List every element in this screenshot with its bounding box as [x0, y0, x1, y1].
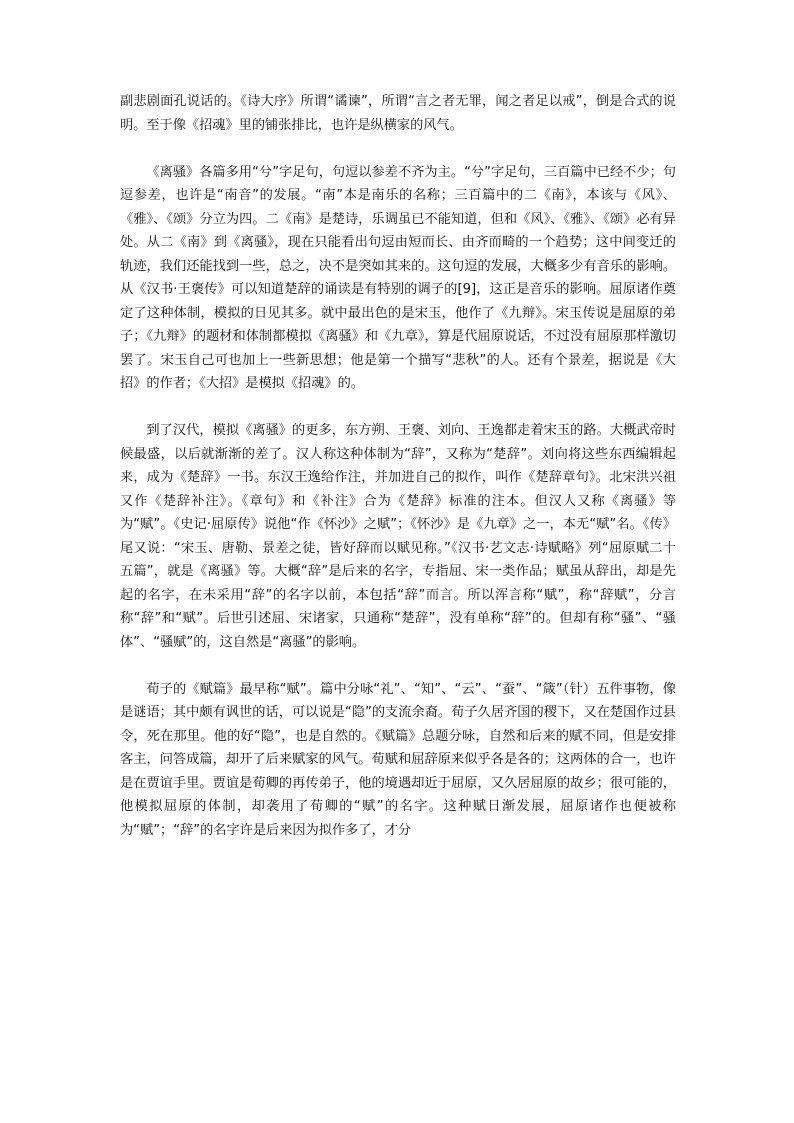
paragraph-4: 荀子的《赋篇》最早称“赋”。篇中分咏“礼”、“知”、“云”、“蚕”、“箴”（针）五件事物，像是谜语；其中颇有讽世的话，可以说是“隐”的支流余裔。荀子久居齐国的稷下，又在楚国作过县令，死在那里。他的好“隐”，也是自然的。《赋篇》总题分咏，自然和后来的赋不同，但是安排客主，问答成篇，却开了后来赋家的风气。荀赋和屈辞原来似乎各是各的；这两体的合一，也许是在贾谊手里。贾谊是荀卿的再传弟子，他的境遇却近于屈原，又久居屈原的故乡；很可能的，他模拟屈原的体制，却袭用了荀卿的“赋”的名字。这种赋日渐发展，屈原诸作也便被称为“赋”；“辞”的名字许是后来因为拟作多了，才分 [120, 681, 676, 838]
paragraph-1: 副悲剧面孔说话的。《诗大序》所谓“谲谏”，所谓“言之者无罪，闻之者足以戒”，倒是合式的说明。至于像《招魂》里的铺张排比，也许是纵横家的风气。 [120, 94, 676, 133]
paragraph-3: 到了汉代，模拟《离骚》的更多，东方朔、王褒、刘向、王逸都走着宋玉的路。大概武帝时候最盛，以后就渐渐的差了。汉人称这种体制为“辞”，又称为“楚辞”。刘向将这些东西编辑起来，成为《楚辞》一书。东汉王逸给作注，并加进自己的拟作，叫作《楚辞章句》。北宋洪兴祖又作《楚辞补注》。《章句》和《补注》合为《楚辞》标准的注本。但汉人又称《离骚》等为“赋”。《史记·屈原传》说他“作《怀沙》之赋”；《怀沙》是《九章》之一，本无“赋”名。《传》尾又说：“宋玉、唐勒、景差之徒，皆好辞而以赋见称。”《汉书·艺文志·诗赋略》列“屈原赋二十五篇”，就是《离骚》等。大概“辞”是后来的名字，专指屈、宋一类作品；赋虽从辞出，却是先起的名字，在未采用“辞”的名字以前，本包括“辞”而言。所以浑言称“赋”，称“辞赋”，分言称“辞”和“赋”。后世引述屈、宋诸家，只通称“楚辞”，没有单称“辞”的。但却有称“骚”、“骚体”、“骚赋”的，这自然是“离骚”的影响。 [120, 423, 676, 650]
paragraph-2: 《离骚》各篇多用“兮”字足句，句逗以参差不齐为主。“兮”字足句，三百篇中已经不少；句逗参差，也许是“南音”的发展。“南”本是南乐的名称；三百篇中的二《南》，本该与《风》、《雅》、《颂》分立为四。二《南》是楚诗，乐调虽已不能知道，但和《风》、《雅》、《颂》必有异处。从二《南》到《离骚》，现在只能看出句逗由短而长、由齐而畸的一个趋势；这中间变迁的轨迹，我们还能找到一些，总之，决不是突如其来的。这句逗的发展，大概多少有音乐的影响。从《汉书·王褒传》可以知道楚辞的诵读是有特别的调子的[9]，这正是音乐的影响。屈原诸作奠定了这种体制，模拟的日见其多。就中最出色的是宋玉，他作了《九辩》。宋玉传说是屈原的弟子；《九辩》的题材和体制都模拟《离骚》和《九章》，算是代屈原说话，不过没有屈原那样激切罢了。宋玉自己可也加上一些新思想；他是第一个描写“悲秋”的人。还有个景差，据说是《大招》的作者；《大招》是模拟《招魂》的。 [120, 164, 676, 391]
body-text [120, 90, 676, 866]
